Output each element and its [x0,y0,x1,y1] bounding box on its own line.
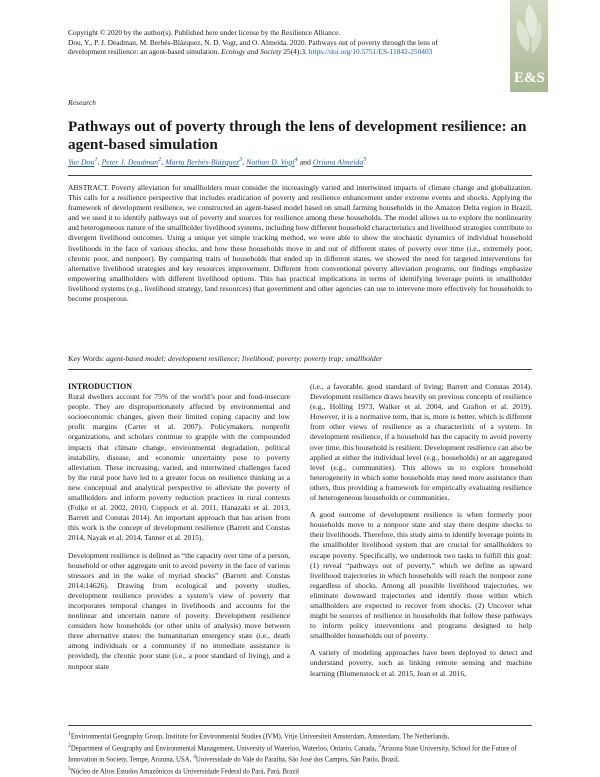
author-link[interactable]: Yue Dou [68,157,95,167]
author-list: Yue Dou$^1$, Peter J. Deadman$^2$, Marta Berbés-Blázquez$^3$, Nathan D. Vogt$^4$ and Oriana Almeida$^5$ [68,156,367,167]
author-link[interactable]: Marta Berbés-Blázquez [165,157,240,167]
paragraph: Development resilience is defined as “the capacity over time of a person, household or other aggregate unit to avoid poverty in the face of various stressors and in the wake of myriad shocks” (Barrett and Constas 2014:14626). Drawing from ecological and poverty studies, development resilience provides a system’s view of poverty that incorporates temporal changes in livelihoods and accounts for the nonlinear and uncertain nature of poverty. Development resilience considers how households (or other units of analysis) move between three alternative states: the humanitarian emergency state (i.e., death among individuals or a community if no immediate assistance is provided), the chronic poor state (i.e., a poor standard of living), and a nonpoor state [68,550,290,671]
section-label: Research [68,98,96,107]
citation-line-2: development resilience: an agent-based simulation. Ecology and Society 25(4):3. https://doi.org/10.5751/ES-11842-250403 [68,47,433,57]
left-column [68,382,290,679]
section-heading: INTRODUCTION [68,382,133,391]
author-link[interactable]: Oriana Almeida [312,157,364,167]
divider [68,725,532,726]
divider [68,175,532,176]
paragraph: A good outcome of development resilience is when formerly poor households move to a nonpoor state and stay there despite shocks to their livelihoods. Therefore, this study aims to identify leverage points in the smallholder livelihood system that are crucial for smallholders to escape poverty. Specifically, we undertook two tasks to fulfill this goal: (1) reveal “pathways out of poverty,” which we define as upward livelihood trajectories in which households will reach the nonpoor zone regardless of shocks. Among all possible livelihood trajectories, we eliminate downward trajectories and identify those within which smallholders are expected to recover from shocks. (2) Uncover what might be sources of resilience in households that follow these pathways to inform policy interventions and programs designed to help smallholder households out of poverty. [310,510,532,641]
divider [68,369,532,370]
keywords-list: agent-based model; development resilience; livelihood; poverty; poverty trap; smallholder [106,354,383,363]
doi-link[interactable]: https://doi.org/10.5751/ES-11842-250403 [308,47,433,57]
paragraph: Rural dwellers account for 75% of the world’s poor and food-insecure people. They are disproportionately affected by environmental and socioeconomic changes, given their limited coping capacity and low profit margins (Carter et al. 2007). Policymakers, nonprofit organizations, and scholars continue to grapple with the compounded impacts that climate change, environmental degradation, political instability, disease, and economic uncertainty pose to poverty alleviation. These increasing, varied, and intertwined challenges faced by the rural poor have led to a greater focus on resilience thinking as a new conceptual and analytical perspective to alleviate the poverty of smallholders and inform poverty reduction practices in rural contexts (Folke et al. 2002, 2010, Coppock et al. 2011, Hanazaki et al. 2013, Barrett and Constas 2014). An important approach that has arisen from this work is the concept of development resilience (Barrett and Constas 2014, Nayak et al. 2014, Tanner et al. 2015). [68,392,290,543]
affiliations: $^1$Environmental Geography Group, Institute for Environmental Studies (IVM), Vrije Universiteit Amsterdam, Amsterdam, The Netherlands, $^2$Department of Geography and Environmental Management, University of Waterloo, Waterloo, Ontario, Canada, $^3$Arizona State University, School for the Future of Innovation in Society, Tempe, Arizona, USA, $^4$Universidade do Vale do Paraíba, São José dos Campos, São Paulo, Brazil, $^5$Núcleo de Altos Estudos Amazônicos da Universidade Federal do Pará, Pará, Brazil [68,731,517,776]
article-title: Pathways out of poverty through the lens of development resilience: an agent-based simulation [68,118,527,153]
right-column [310,382,532,686]
paragraph: (i.e., a favorable, good standard of living; Barrett and Constas 2014). Development resilience draws heavily on previous concepts of resilience (e.g., Holling 1973, Walker et al. 2004, and Grafton et al. 2019). However, it is a normative term, that is, more is better, which is different from other views of resilience as a characteristic of a system. In development resilience, if a household has the capacity to avoid poverty over time, this household is resilient. Development resilience can also be applied at either the individual level (e.g., households) or an aggregated level (e.g., communities). This allows us to explore household heterogeneity in which some households may need more assistance than others, thus providing a framework for empirically evaluating resilience of heterogeneous households or communities. [310,382,532,503]
author-link[interactable]: Nathan D. Vogt [246,157,295,167]
keywords: Key Words: agent-based model; development resilience; livelihood; poverty; poverty trap; smallholder [68,354,383,363]
abstract: ABSTRACT. Poverty alleviation for smallholders must consider the increasingly varied and intertwined impacts of climate change and globalization. This calls for a resilience perspective that includes eradication of poverty and resilience enhancement under extreme events and shocks. Applying the framework of development resilience, we constructed an agent-based model based on small farming households in the Amazon Delta region in Brazil, and we used it to identify pathways out of poverty and sources for resilience among these households. The model allows us to explore the nonlinearity and heterogeneous nature of the smallholder livelihood systems, including how different household characteristics and livelihood strategies contribute to divergent livelihood outcomes. Using a unique yet simple tracking method, we were able to show the stochastic dynamics of individual household livelihoods in the face of various shocks, and how these households move in and out of different states of poverty over time (i.e., extremely poor, chronic poor, and nonpoor). By comparing traits of households that ended up in different states, we showed the need for targeted interventions for alternative livelihood strategies and key resources improvement. Different from conventional poverty alleviation programs, our findings emphasize empowering smallholders with different livelihood options. This has practical implications in terms of identifying leverage points in smallholder livelihood systems (e.g., livelihood strategy, land resources) that government and other agencies can use to intervene more effectively for households to become prosperous. [68,183,532,304]
logo-text: E&S [514,70,545,86]
copyright-line: Copyright © 2020 by the author(s). Published here under license by the Resilience Alliance. [68,28,341,37]
citation-line-1: Dou, Y., P. J. Deadman, M. Berbés-Blázquez, N. D. Vogt, and O. Almeida. 2020. Pathways out of poverty through the lens of [68,37,438,47]
article-header [68,28,448,57]
journal-logo [510,0,548,92]
paragraph: A variety of modeling approaches have been deployed to detect and understand poverty, such as linking remote sensing and machine learning (Blumenstock et al. 2015, Jean et al. 2016, [310,648,532,678]
author-link[interactable]: Peter J. Deadman [101,157,159,167]
